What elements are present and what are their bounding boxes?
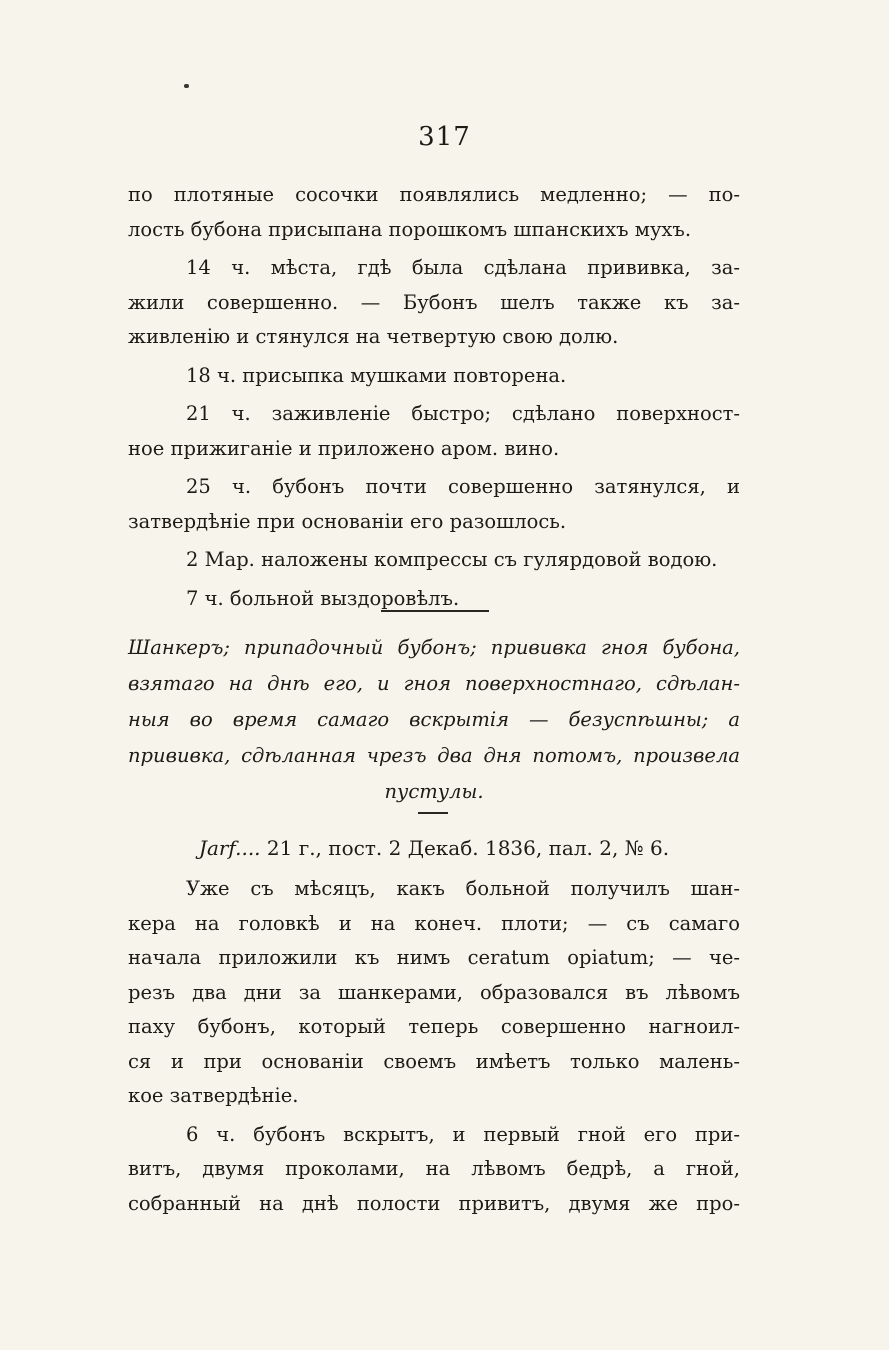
text-line: ся и при основаніи своемъ имѣетъ только малень-	[128, 1049, 740, 1073]
text-line: 2 Мар. наложены компрессы съ гулярдовой водою.	[186, 548, 718, 571]
text-line: 25 ч. бубонъ почти совершенно затянулся, и	[186, 475, 740, 498]
text-line: кое затвердѣніе.	[128, 1084, 299, 1107]
case-header	[128, 830, 740, 866]
text-line: по плотяные сосочки появлялись медленно; — по-	[128, 183, 740, 206]
text-line: ное прижиганіе и приложено аром. вино.	[128, 436, 560, 460]
text-line: живленію и стянулся на четвертую свою долю.	[128, 325, 619, 348]
entry-paragraph	[128, 1118, 740, 1222]
summary-line: пустулы.	[384, 780, 484, 803]
summary-line: Шанкеръ; припадочный бубонъ; прививка гноя бубона,	[128, 636, 740, 659]
text-line: Уже съ мѣсяцъ, какъ больной получилъ шан-	[186, 877, 740, 900]
patient-details: 21 г., пост. 2 Декаб. 1836, пал. 2, № 6.	[266, 836, 670, 860]
entry-paragraph	[128, 359, 740, 394]
ink-speck	[184, 84, 189, 88]
text-line: лость бубона присыпана порошкомъ шпанскихъ мухъ.	[128, 217, 692, 241]
text-line: собранный на днѣ полости привитъ, двумя же про-	[128, 1191, 740, 1215]
summary-line: взятаго на днѣ его, и гноя поверхностнаго, сдѣлан-	[128, 672, 740, 695]
case-entries-continued	[128, 178, 740, 616]
entry-paragraph	[128, 178, 740, 247]
text-line: 21 ч. заживленіе быстро; сдѣлано поверхност-	[186, 402, 740, 425]
text-line: витъ, двумя проколами, на лѣвомъ бедрѣ, а гной,	[128, 1157, 740, 1180]
text-line: паху бубонъ, который теперь совершенно нагноил-	[128, 1015, 740, 1038]
text-line: жили совершенно. — Бубонъ шелъ также къ за-	[128, 290, 740, 314]
entry-paragraph	[128, 251, 740, 355]
case-summary	[128, 630, 740, 810]
text-line: 7 ч. больной выздоровѣлъ.	[186, 586, 460, 610]
case-entries-new	[128, 872, 740, 1221]
short-divider	[418, 812, 448, 814]
text-line: 6 ч. бубонъ вскрытъ, и первый гной его при-	[186, 1122, 740, 1146]
text-line: кера на головкѣ и на конеч. плоти; — съ самаго	[128, 911, 740, 935]
summary-line: прививка, сдѣланная чрезъ два дня потомъ, произвела	[128, 744, 740, 767]
text-line: резъ два дни за шанкерами, образовался въ лѣвомъ	[128, 980, 740, 1004]
text-line: начала приложили къ нимъ ceratum opiatum; — че-	[128, 946, 740, 969]
text-line: 18 ч. присыпка мушками повторена.	[186, 363, 567, 387]
entry-paragraph	[128, 397, 740, 466]
text-line: затвердѣніе при основаніи его разошлось.	[128, 509, 567, 533]
summary-line: ныя во время самаго вскрытія — безуспѣшны; а	[128, 708, 740, 731]
text-line: 14 ч. мѣста, гдѣ была сдѣлана прививка, за-	[186, 256, 740, 279]
section-divider	[381, 610, 489, 612]
entry-paragraph	[128, 543, 740, 578]
entry-paragraph	[128, 470, 740, 539]
page-number: 317	[418, 122, 471, 152]
patient-name: Jarf....	[198, 836, 261, 860]
entry-paragraph	[128, 872, 740, 1114]
